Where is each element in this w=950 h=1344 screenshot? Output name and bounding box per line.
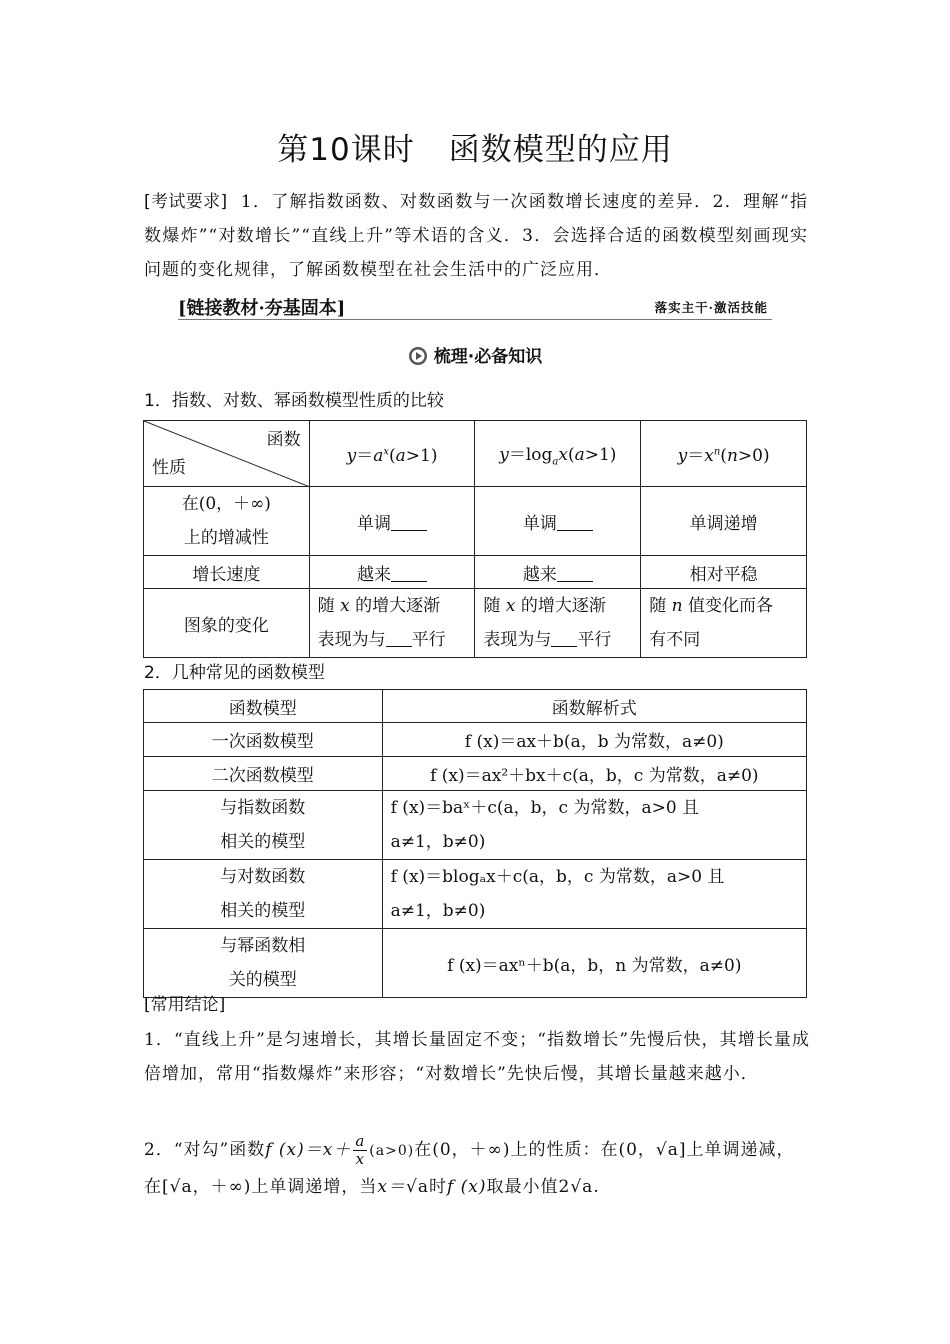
row-graph-pow: 随 n 值变化而各 有不同 xyxy=(641,589,807,658)
formula-exponential: f (x)＝baˣ＋c(a，b，c 为常数，a>0 且 a≠1，b≠0) xyxy=(382,791,806,860)
section-bar xyxy=(178,292,772,320)
exam-requirement xyxy=(144,185,808,287)
row-monotonic-label: 在(0，＋∞) 上的增减性 xyxy=(144,487,310,556)
row-graph-label: 图象的变化 xyxy=(144,589,310,658)
title-lesson: 第10课时 xyxy=(277,132,415,168)
header-exp: $y=a^x(a>1)$ xyxy=(309,421,475,487)
model-logarithmic: 与对数函数 相关的模型 xyxy=(144,860,383,929)
sub-heading xyxy=(0,342,950,371)
row-graph-log: 随 x 的增大逐渐 表现为与 平行 xyxy=(475,589,641,658)
model-exponential: 与指数函数 相关的模型 xyxy=(144,791,383,860)
formula-linear: f (x)＝ax＋b(a，b 为常数，a≠0) xyxy=(382,723,806,757)
row-speed-exp: 越来 xyxy=(309,556,475,589)
col-model-header: 函数模型 xyxy=(144,690,383,723)
row-monotonic-log: 单调 xyxy=(475,487,641,556)
row-graph-exp: 随 x 的增大逐渐 表现为与 平行 xyxy=(309,589,475,658)
conclusion-2: 2．“对勾”函数f (x)＝x＋ $\frac{a}{x}$ (a>0)在(0，＋∞)上的性质：在(0，√a]上单调递减， 在[√a，＋∞)上单调递增，当x＝√a时f (x)取最小值2√a. xyxy=(144,1132,795,1197)
row-speed-log: 越来 xyxy=(475,556,641,589)
min-value: 2√a xyxy=(558,1177,594,1197)
fill-blank xyxy=(557,563,593,582)
formula-quadratic: f (x)＝ax²＋bx＋c(a，b，c 为常数，a≠0) xyxy=(382,757,806,791)
header-pow: $y=x^n(n>0)$ xyxy=(641,421,807,487)
root-a-3: √a xyxy=(406,1177,429,1197)
root-a-2: √a xyxy=(169,1177,193,1197)
row-speed-pow: 相对平稳 xyxy=(641,556,807,589)
root-a-1: √a xyxy=(655,1140,679,1160)
fill-blank xyxy=(391,512,427,531)
corner-top: 函数 xyxy=(266,430,301,450)
corner-cell xyxy=(144,421,310,487)
section-subtitle: 落实主干·激活技能 xyxy=(654,300,768,315)
header-log: $y=\log_ax(a>1)$ xyxy=(475,421,641,487)
model-quadratic: 二次函数模型 xyxy=(144,757,383,791)
formula-logarithmic: f (x)＝blogₐx＋c(a，b，c 为常数，a>0 且 a≠1，b≠0) xyxy=(382,860,806,929)
sub-heading-text: 梳理·必备知识 xyxy=(433,347,543,367)
play-circle-icon xyxy=(408,346,428,371)
table1-heading: 1．指数、对数、幂函数模型性质的比较 xyxy=(144,391,444,411)
conclusions-label: [常用结论] xyxy=(144,995,226,1015)
requirement-text: 1．了解指数函数、对数函数与一次函数增长速度的差异．2．理解“指数爆炸”“对数增长”“直线上升”等术语的含义．3．会选择合适的函数模型刻画现实问题的变化规律，了解函数模型在社会生活中的广泛应用． xyxy=(144,192,808,280)
fill-blank xyxy=(386,628,412,647)
col-formula-header: 函数解析式 xyxy=(382,690,806,723)
comparison-table xyxy=(143,420,807,658)
section-title: [链接教材·夯基固本] xyxy=(178,298,346,319)
model-power: 与幂函数相 关的模型 xyxy=(144,929,383,998)
formula-power: f (x)＝axⁿ＋b(a，b，n 为常数，a≠0) xyxy=(382,929,806,998)
title-topic: 函数模型的应用 xyxy=(448,132,673,168)
row-monotonic-exp: 单调 xyxy=(309,487,475,556)
fill-blank xyxy=(551,628,577,647)
corner-bottom: 性质 xyxy=(152,458,186,478)
models-table xyxy=(143,689,807,998)
row-monotonic-pow: 单调递增 xyxy=(641,487,807,556)
conclusion-1: 1．“直线上升”是匀速增长，其增长量固定不变；“指数增长”先慢后快，其增长量成倍增加，常用“指数爆炸”来形容；“对数增长”先快后慢，其增长量越来越小． xyxy=(144,1030,810,1084)
model-linear: 一次函数模型 xyxy=(144,723,383,757)
table2-heading: 2．几种常见的函数模型 xyxy=(144,663,325,683)
fill-blank xyxy=(557,512,593,531)
fill-blank xyxy=(391,563,427,582)
requirement-label: [考试要求] xyxy=(144,192,228,212)
page-title xyxy=(0,124,950,169)
row-speed-label: 增长速度 xyxy=(144,556,310,589)
fraction-a-over-x: $\frac{a}{x}$ xyxy=(355,1132,366,1168)
